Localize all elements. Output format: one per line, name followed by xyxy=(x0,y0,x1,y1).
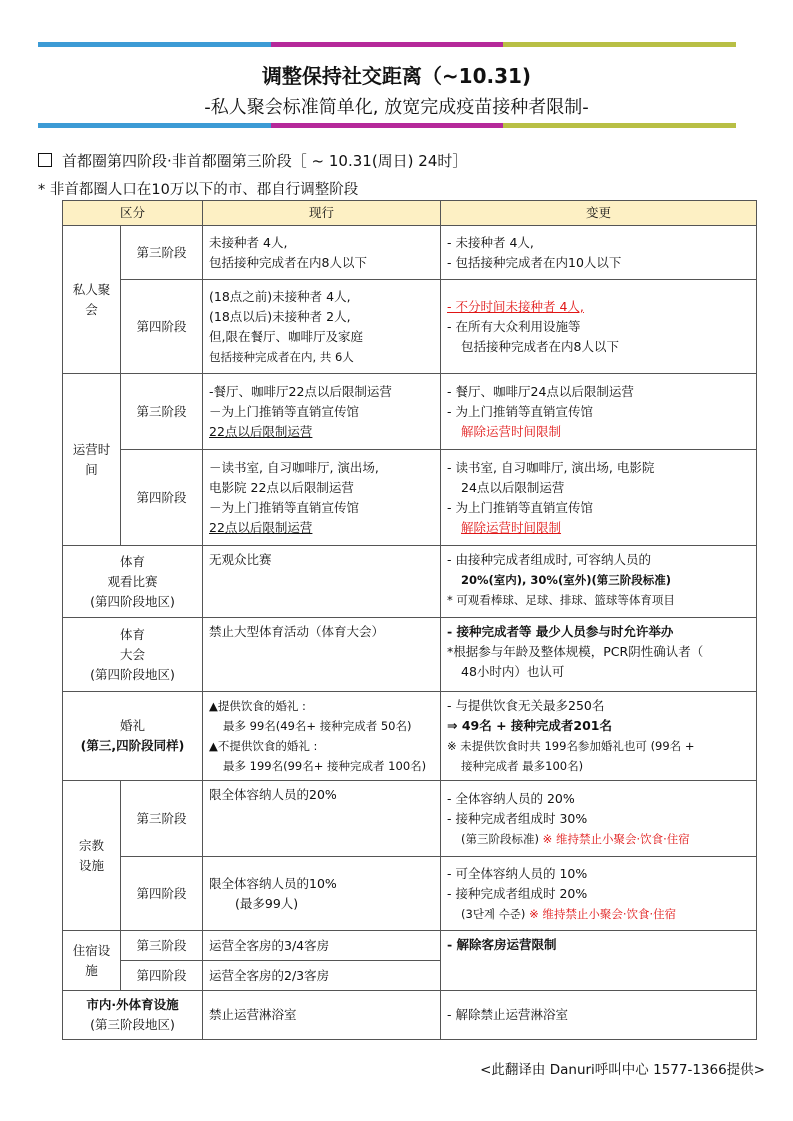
text-line: - 读书室, 自习咖啡厅, 演出场, 电影院 xyxy=(447,459,655,475)
text-line: －为上门推销等直销宣传馆 xyxy=(209,403,360,419)
stage-label: 第三阶段 xyxy=(121,931,203,961)
text-line: - 接种完成者等 最少人员参与时允许举办 xyxy=(447,624,674,639)
text-line: 体育 xyxy=(120,626,146,642)
category-bath xyxy=(63,991,203,1040)
text-line: 包括接种完成者在内8人以下 xyxy=(209,254,367,270)
change-cell xyxy=(441,781,757,857)
header-current: 现行 xyxy=(203,201,441,226)
text-line: -餐厅、咖啡厅22点以后限制运营 xyxy=(209,383,392,399)
stage-label: 第三阶段 xyxy=(121,226,203,280)
text-line: (最多99人) xyxy=(235,895,299,911)
checkbox-icon xyxy=(38,153,52,167)
text-line: - 在所有大众利用设施等 xyxy=(447,318,581,334)
change-cell xyxy=(441,857,757,931)
current-cell xyxy=(203,226,441,280)
text-line: ※ 维持禁止小聚会·饮食·住宿 xyxy=(542,831,690,846)
text-line: 观看比赛 xyxy=(107,573,158,589)
stage-label: 第三阶段 xyxy=(121,374,203,450)
text-line: - 为上门推销等直销宣传馆 xyxy=(447,499,594,515)
top-color-bar xyxy=(38,42,736,47)
text-line: 最多 199名(99名+ 接种完成者 100名) xyxy=(223,759,427,773)
stage-label: 第四阶段 xyxy=(121,450,203,546)
text-line: －为上门推销等直销宣传馆 xyxy=(209,499,360,515)
text-line: 无观众比赛 xyxy=(209,552,272,567)
text-line: 限全体容纳人员的20% xyxy=(209,787,337,802)
text-line: 住宿设 xyxy=(72,942,111,958)
text-line: 包括接种完成者在内8人以下 xyxy=(461,338,619,354)
category-hours: 运营时间 xyxy=(63,374,121,546)
text-line: 限全体容纳人员的10% xyxy=(209,875,337,891)
text-line: 接种完成者 最多100名) xyxy=(461,759,584,773)
current-cell xyxy=(203,618,441,692)
page-subtitle: -私人聚会标准简单化, 放宽完成疫苗接种者限制- xyxy=(204,97,589,118)
change-cell xyxy=(441,692,757,781)
text-line: ※ 未提供饮食时共 199名参加婚礼也可 (99名 + xyxy=(447,739,695,753)
category-religion xyxy=(63,781,121,931)
table-row xyxy=(63,991,757,1040)
table-row xyxy=(63,546,757,618)
text-line: 设施 xyxy=(78,857,104,873)
note: * 非首都圈人口在10万以下的市、郡自行调整阶段 xyxy=(38,182,359,198)
rules-table xyxy=(62,200,757,1040)
text-line: ⇒ 49名 + 接种完成者201名 xyxy=(447,718,613,733)
text-line: - 全体容纳人员的 20% xyxy=(447,790,575,806)
stage-label: 第四阶段 xyxy=(121,857,203,931)
text-line: - 未接种者 4人, xyxy=(447,234,534,250)
text-line: (第四阶段地区) xyxy=(90,593,175,609)
text-line: 体育 xyxy=(120,553,146,569)
text-line: 22点以后限制运营 xyxy=(209,519,313,535)
text-line: 禁止大型体育活动（体育大会） xyxy=(209,624,385,639)
text-line: - 不分时间未接种者 4人, xyxy=(447,298,584,314)
text-line: 最多 99名(49名+ 接种完成者 50名) xyxy=(223,719,412,733)
text-line: 包括接种完成者在内, 共 6人 xyxy=(209,349,354,364)
text-line: - 接种完成者组成时 20% xyxy=(447,885,588,901)
stage-label: 第四阶段 xyxy=(121,961,203,991)
text-line: (18点之前)未接种者 4人, xyxy=(209,288,351,304)
change-cell: - 解除禁止运营淋浴室 xyxy=(441,991,757,1040)
change-cell xyxy=(441,618,757,692)
bottom-color-bar xyxy=(38,123,736,128)
table-row xyxy=(63,692,757,781)
text-line: - 可全体容纳人员的 10% xyxy=(447,865,588,881)
text-line: (第三阶段标准) xyxy=(461,831,539,846)
section-heading xyxy=(38,150,467,171)
text-line: - 与提供饮食无关最多250名 xyxy=(447,698,605,713)
table-row xyxy=(63,226,757,280)
category-sports-watch xyxy=(63,546,203,618)
current-cell xyxy=(203,280,441,374)
current-cell xyxy=(203,781,441,857)
current-cell: 运营全客房的3/4客房 xyxy=(203,931,441,961)
text-line: 大会 xyxy=(120,646,146,662)
footer-credit: <此翻译由 Danuri呼叫中心 1577-1366提供> xyxy=(480,1062,765,1078)
category-private: 私人聚会 xyxy=(63,226,121,374)
table-header-row xyxy=(63,201,757,226)
current-cell xyxy=(203,450,441,546)
text-line: - 由接种完成者组成时, 可容纳人员的 xyxy=(447,552,651,567)
text-line: ▲提供饮食的婚礼 : xyxy=(209,699,306,713)
page-title: 调整保持社交距离（~10.31) xyxy=(261,64,532,88)
text-line: (第三,四阶段同样) xyxy=(80,738,185,753)
current-cell xyxy=(203,857,441,931)
text-line: - 餐厅、咖啡厅24点以后限制运营 xyxy=(447,383,634,399)
table-row xyxy=(63,374,757,450)
table-row xyxy=(63,781,757,857)
category-wedding xyxy=(63,692,203,781)
text-line: 市内·外体育设施 xyxy=(86,997,179,1012)
text-line: 48小时内）也认可 xyxy=(461,664,565,679)
section-title-text: 首都圈第四阶段·非首都圈第三阶段［ ~ 10.31(周日) 24时］ xyxy=(62,152,468,170)
current-cell: 禁止运营淋浴室 xyxy=(203,991,441,1040)
current-cell xyxy=(203,546,441,618)
text-line: (第四阶段地区) xyxy=(90,666,175,682)
text-line: 解除运营时间限制 xyxy=(461,423,562,439)
text-line: (18点以后)未接种者 2人, xyxy=(209,308,351,324)
text-line: 但,限在餐厅、咖啡厅及家庭 xyxy=(209,328,363,344)
table-row xyxy=(63,931,757,961)
text-line: 22点以后限制运营 xyxy=(209,423,313,439)
text-line: ▲不提供饮食的婚礼 : xyxy=(209,739,318,753)
text-line: 20%(室内), 30%(室外)(第三阶段标准) xyxy=(461,573,671,587)
text-line: - 为上门推销等直销宣传馆 xyxy=(447,403,594,419)
table-row xyxy=(63,280,757,374)
text-line: 未接种者 4人, xyxy=(209,234,288,250)
change-cell xyxy=(441,546,757,618)
current-cell xyxy=(203,692,441,781)
change-cell xyxy=(441,374,757,450)
text-line: (3단계 수준) xyxy=(461,906,526,921)
text-line: - 接种完成者组成时 30% xyxy=(447,810,588,826)
current-cell: 运营全客房的2/3客房 xyxy=(203,961,441,991)
text-line: 施 xyxy=(85,962,98,978)
text-line: 解除运营时间限制 xyxy=(461,519,562,535)
text-line: 24点以后限制运营 xyxy=(461,479,565,495)
text-line: 婚礼 xyxy=(120,718,146,733)
text-line: ※ 维持禁止小聚会·饮食·住宿 xyxy=(529,906,677,921)
change-cell xyxy=(441,450,757,546)
table-row xyxy=(63,450,757,546)
text-line: - 包括接种完成者在内10人以下 xyxy=(447,254,622,270)
current-cell xyxy=(203,374,441,450)
category-lodging xyxy=(63,931,121,991)
change-cell xyxy=(441,280,757,374)
table-row xyxy=(63,618,757,692)
change-cell xyxy=(441,226,757,280)
text-line: 电影院 22点以后限制运营 xyxy=(209,479,354,495)
text-line: －读书室, 自习咖啡厅, 演出场, xyxy=(209,459,379,475)
header-category: 区分 xyxy=(63,201,203,226)
text-line: * 可观看棒球、足球、排球、篮球等体育项目 xyxy=(447,593,675,607)
text-line: 宗教 xyxy=(78,837,104,853)
table-row xyxy=(63,857,757,931)
header-change: 变更 xyxy=(441,201,757,226)
stage-label: 第三阶段 xyxy=(121,781,203,857)
text-line: *根据参与年龄及整体规模，PCR阴性确认者（ xyxy=(447,644,704,659)
text-line: (第三阶段地区) xyxy=(90,1017,175,1032)
category-sports-event xyxy=(63,618,203,692)
change-cell: - 解除客房运营限制 xyxy=(441,931,757,991)
stage-label: 第四阶段 xyxy=(121,280,203,374)
